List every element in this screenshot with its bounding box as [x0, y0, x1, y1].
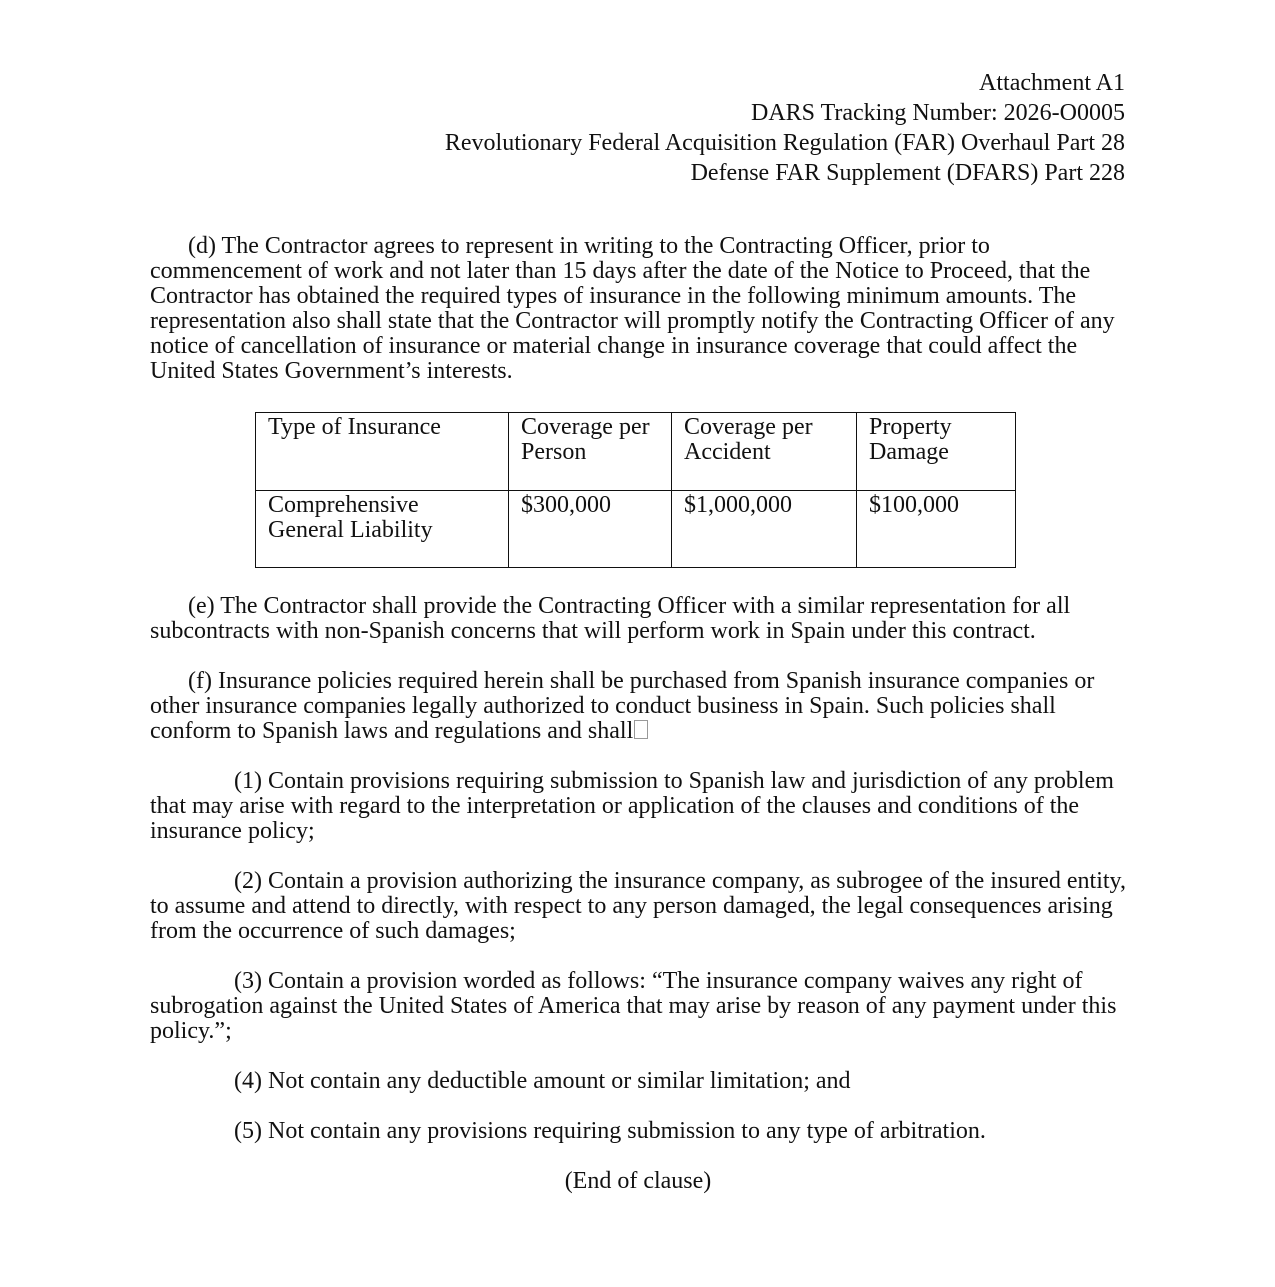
table-cell: Comprehensive General Liability	[256, 491, 509, 568]
paragraph-f-text: (f) Insurance policies required herein shall be purchased from Spanish insurance companies or other insurance companies legally authorized to conduct business in Spain. Such policies shall conform to Spanish laws and regulations and shall	[150, 668, 1095, 744]
table-cell: $100,000	[857, 491, 1016, 568]
insurance-table	[255, 412, 1016, 568]
table-header-cell: Coverage per Accident	[672, 413, 857, 491]
header-attachment-label: Attachment A1	[979, 70, 1125, 96]
subparagraph-f2: (2) Contain a provision authorizing the insurance company, as subrogee of the insured entity, to assume and attend to directly, with respect to any person damaged, the legal consequences arising from the occurrence of such damages;	[150, 868, 1126, 944]
table-header-cell: Property Damage	[857, 413, 1016, 491]
table-header-row	[256, 413, 1016, 491]
subparagraph-f1: (1) Contain provisions requiring submission to Spanish law and jurisdiction of any problem that may arise with regard to the interpretation or application of the clauses and conditions of the insurance policy;	[150, 768, 1114, 844]
end-of-clause: (End of clause)	[564, 1168, 712, 1194]
header-tracking-number: DARS Tracking Number: 2026-O0005	[750, 100, 1125, 126]
table-header-cell: Type of Insurance	[256, 413, 509, 491]
subparagraph-f5: (5) Not contain any provisions requiring submission to any type of arbitration.	[234, 1118, 986, 1144]
table-cell: $1,000,000	[672, 491, 857, 568]
table-row	[256, 491, 1016, 568]
missing-glyph-box-icon	[634, 720, 648, 739]
header-far-part: Revolutionary Federal Acquisition Regulation (FAR) Overhaul Part 28	[444, 130, 1125, 156]
paragraph-d: (d) The Contractor agrees to represent in writing to the Contracting Officer, prior to commencement of work and not later than 15 days after the date of the Notice to Proceed, that the Contractor has obtained the required types of insurance in the following minimum amounts. The representation also shall state that the Contractor will promptly notify the Contracting Officer of any notice of cancellation of insurance or material change in insurance coverage that could affect the United States Government’s interests.	[150, 233, 1115, 384]
table-cell: $300,000	[509, 491, 672, 568]
subparagraph-f4: (4) Not contain any deductible amount or similar limitation; and	[234, 1068, 851, 1094]
header-dfars-part: Defense FAR Supplement (DFARS) Part 228	[690, 160, 1125, 186]
subparagraph-f3: (3) Contain a provision worded as follows: “The insurance company waives any right of subrogation against the United States of America that may arise by reason of any payment under this policy.”;	[150, 968, 1117, 1044]
table-header-cell: Coverage per Person	[509, 413, 672, 491]
paragraph-f	[150, 669, 1126, 744]
clause-body	[150, 234, 1126, 1194]
paragraph-e: (e) The Contractor shall provide the Contracting Officer with a similar representation for all subcontracts with non-Spanish concerns that will perform work in Spain under this contract.	[150, 593, 1071, 644]
attachment-header	[445, 68, 1125, 188]
